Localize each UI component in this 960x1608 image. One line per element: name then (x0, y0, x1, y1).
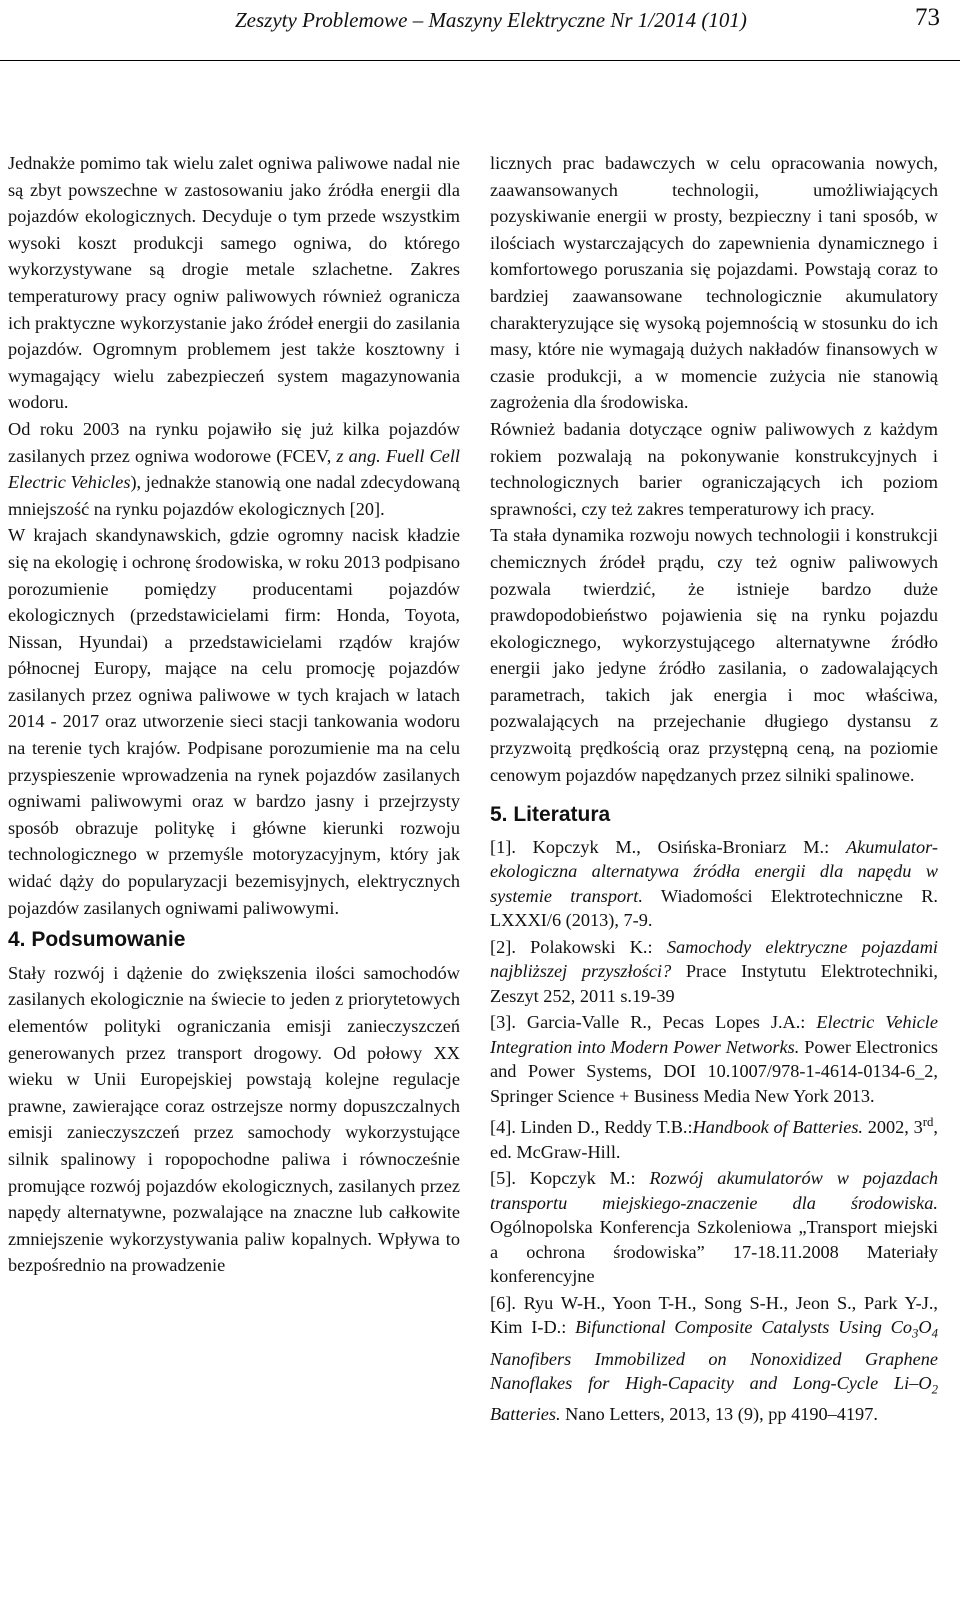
text-span: [4]. Linden D., Reddy T.B.: (490, 1117, 693, 1138)
paragraph: W krajach skandynawskich, gdzie ogromny nacisk kładzie się na ekologię i ochronę środowiska, w roku 2013 podpisano porozumienie pomiędzy producentami pojazdów ekologicznych (przedstawicielami firm: Honda, Toyota, Nissan, Hyundai) a przedstawicielami rządów krajów północnej Europy, mające na celu promocję pojazdów zasilanych przez ogniwa paliwowe w tych krajach w latach 2014 - 2017 oraz utworzenie sieci stacji tankowania wodoru na terenie tych krajów. Podpisane porozumienie ma na celu przyspieszenie wprowadzenia na rynek pojazdów zasilanych ogniwami paliwowymi oraz w bardzo jasny i przejrzysty sposób obrazuje politykę i główne kierunki rozwoju technologicznego w przemyśle motoryzacyjnym, który jak widać dąży do popularyzacji bezemisyjnych, elektrycznych pojazdów zasilanych ogniwami paliwowymi. (8, 525, 460, 918)
superscript: rd (922, 1115, 934, 1130)
section-heading: 4. Podsumowanie (8, 928, 186, 952)
text-span: [3]. Garcia-Valle R., Pecas Lopes J.A.: (490, 1012, 817, 1033)
section-heading: 5. Literatura (490, 803, 611, 827)
text-span: [2]. Polakowski K.: (490, 936, 667, 957)
text-span: ), jednakże stanowią one nadal zdecydowaną mniejszość na rynku pojazdów ekologicznych [20]. (8, 472, 460, 519)
reference-item (490, 935, 938, 1009)
subscript: 3 (912, 1327, 919, 1342)
text-span: Ogólnopolska Konferencja Szkoleniowa „Transport miejski a ochrona środowiska” 17-18.11.2008 Materiały konferencyjne (490, 1217, 938, 1287)
paragraph: Stały rozwój i dążenie do zwiększenia ilości samochodów zasilanych ekologicznie na świecie to jeden z priorytetowych elementów polityki ograniczania emisji zanieczyszczeń generowanych przez transport drogowy. Od połowy XX wieku w Unii Europejskiej powstają kolejne regulacje prawne, zawierające coraz ostrzejsze normy dopuszczalnych emisji zanieczyszczeń przez samochody wykorzystujące silnik spalinowy i ropopochodne paliwa i równocześnie promujące rozwój pojazdów ekologicznych, zasilanych przez napędy alternatywne, pozwalające na znaczne lub całkowite zmniejszenie wykorzystywania paliw kopalnych. Wpływa to bezpośrednio na prowadzenie (8, 962, 460, 1276)
paragraph: Jednakże pomimo tak wielu zalet ogniwa paliwowe nadal nie są zbyt powszechne w zastosowaniu jako źródła energii dla pojazdów ekologicznych. Decyduje o tym przede wszystkim wysoki koszt produkcji samego ogniwa, do którego wykorzystywane są drogie metale szlachetne. Zakres temperaturowy pracy ogniw paliwowych również ogranicza ich praktyczne wykorzystanie jako źródeł energii do zasilania pojazdów. Ogromnym problemem jest także kosztowny i wymagający wielu zabezpieczeń system magazynowania wodoru. (8, 153, 460, 413)
paragraph: Ta stała dynamika rozwoju nowych technologii i konstrukcji chemicznych źródeł prądu, czy też ogniw paliwowych pozwala twierdzić, że istnieje bardzo duże prawdopodobieństwo pojawienia się na rynku pojazdu ekologicznego, wykorzystującego alternatywne źródło energii jako jedyne źródło zasilania, o zadowalających parametrach, takich jak energia i moc właściwa, pozwalających na przejechanie długiego dystansu z przyzwoitą prędkością oraz przystępną ceną, na poziomie cenowym pojazdów napędzanych przez silniki spalinowe. (490, 525, 938, 785)
italic-text: Rozwój akumulatorów w pojazdach transportu miejskiego-znaczenie dla środowiska. (490, 1168, 938, 1213)
reference-item (490, 1110, 938, 1164)
text-span: 2002, 3 (863, 1117, 923, 1138)
right-column (490, 150, 938, 1429)
italic-text: O (918, 1317, 932, 1338)
italic-text: Fuell Cell Electric Vehicles (8, 445, 460, 493)
italic-text: Batteries. (490, 1404, 561, 1425)
italic-text: Nanofibers Immobilized on Nonoxidized Graphene Nanoflakes for High-Capacity and Long-Cycle Li–O (490, 1348, 938, 1394)
subscript: 2 (931, 1382, 938, 1397)
text-span: [5]. Kopczyk M.: (490, 1168, 650, 1189)
paragraph (8, 416, 460, 522)
text-span: Od roku 2003 na rynku pojawiło się już kilka pojazdów zasilanych przez ogniwa wodorowe (FCEV, (8, 418, 460, 466)
text-span: [1]. Kopczyk M., Osińska-Broniarz M.: (490, 836, 846, 857)
italic-text: Akumulator-ekologiczna alternatywa źródła energii dla napędu w systemie transport. (490, 836, 938, 906)
text-span: , ed. McGraw-Hill. (490, 1117, 938, 1162)
text-span: Power Electronics and Power Systems, DOI 10.1007/978-1-4614-0134-6_2, Springer Science + Business Media New York 2013. (490, 1036, 938, 1106)
left-column (8, 150, 460, 1279)
paragraph: licznych prac badawczych w celu opracowania nowych, zaawansowanych technologii, umożliwiających pozyskiwanie energii w prosty, bezpieczny i tani sposób, w ilościach wystarczających do zapewnienia dynamicznego i komfortowego poruszania się pojazdami. Powstają coraz to bardziej zaawansowane technologicznie akumulatory charakteryzujące się wysoką pojemnością w stosunku do ich masy, które nie wymagają dużych nakładów finansowych w czasie produkcji, a w momencie zużycia nie stanowią zagrożenia dla środowiska. (490, 153, 938, 413)
italic-text: Bifunctional Composite Catalysts Using Co (575, 1317, 912, 1338)
page-number: 73 (915, 4, 940, 31)
subscript: 4 (931, 1327, 939, 1342)
reference-item (490, 835, 938, 933)
italic-text: Samochody elektryczne pojazdami najbliższej przyszłości? (490, 936, 938, 982)
reference-item (490, 1010, 938, 1108)
reference-item (490, 1166, 938, 1289)
italic-text: z ang. (336, 445, 381, 466)
reference-list (490, 835, 938, 1427)
journal-title: Zeszyty Problemowe – Maszyny Elektryczne Nr 1/2014 (101) (235, 8, 747, 32)
text-span: Nano Letters, 2013, 13 (9), pp 4190–4197. (560, 1404, 878, 1425)
text-span: Wiadomości Elektrotechniczne R. LXXXI/6 (2013), 7-9. (490, 885, 938, 931)
reference-item (490, 1291, 938, 1427)
text-span: [6]. Ryu W-H., Yoon T-H., Song S-H., Jeon S., Park Y-J., Kim I-D.: (490, 1292, 938, 1338)
italic-text: Electric Vehicle Integration into Modern Power Networks. (490, 1012, 938, 1057)
page-header (0, 0, 960, 61)
italic-text: Handbook of Batteries. (692, 1117, 863, 1138)
paragraph: Również badania dotyczące ogniw paliwowych z każdym rokiem pozwalają na pokonywanie konstrukcyjnych i technologicznych barier ograniczających ich poziom sprawności, czy też zakres temperaturowy ich pracy. (490, 418, 938, 519)
text-span: Prace Instytutu Elektrotechniki, Zeszyt 252, 2011 s.19-39 (490, 961, 938, 1006)
